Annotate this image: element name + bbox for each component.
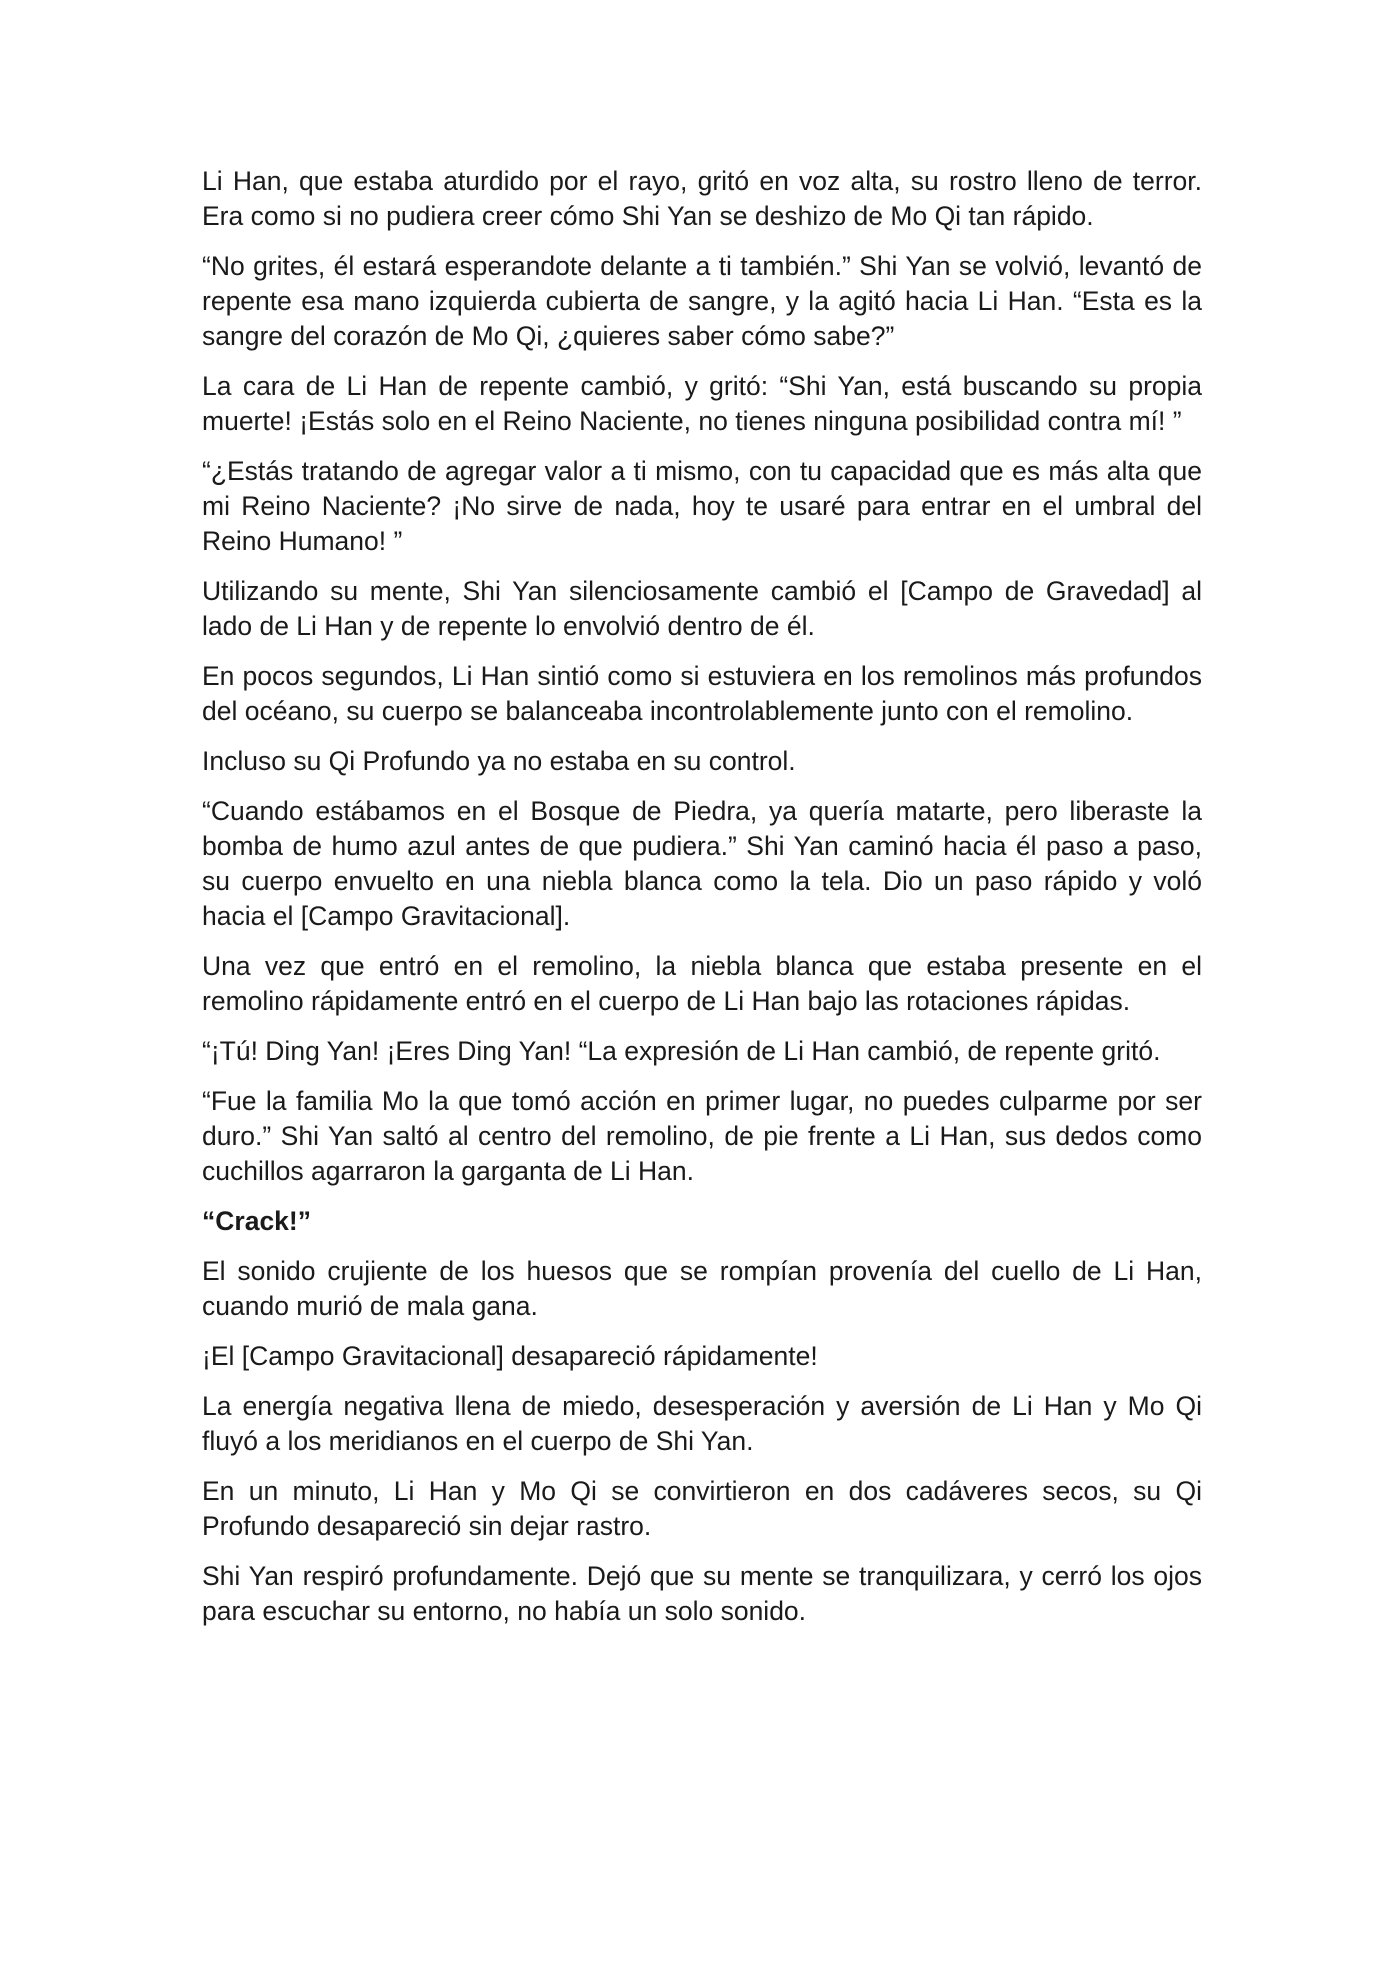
paragraph: ¡El [Campo Gravitacional] desapareció rápidamente! (202, 1341, 818, 1371)
paragraph: “Cuando estábamos en el Bosque de Piedra, ya quería matarte, pero liberaste la bomba de humo azul antes de que pudiera.” Shi Yan caminó hacia él paso a paso, su cuerpo envuelto en una niebla blanca como la tela. Dio un paso rápido y voló hacia el [Campo Gravitacional]. (202, 796, 1202, 931)
paragraph: En pocos segundos, Li Han sintió como si estuviera en los remolinos más profundos del océano, su cuerpo se balanceaba incontrolablemente junto con el remolino. (202, 661, 1202, 726)
paragraph: “¡Tú! Ding Yan! ¡Eres Ding Yan! “La expresión de Li Han cambió, de repente gritó. (202, 1036, 1161, 1066)
paragraph: Shi Yan respiró profundamente. Dejó que su mente se tranquilizara, y cerró los ojos para escuchar su entorno, no había un solo sonido. (202, 1561, 1202, 1626)
paragraph: La cara de Li Han de repente cambió, y gritó: “Shi Yan, está buscando su propia muerte! ¡Estás solo en el Reino Naciente, no tienes ninguna posibilidad contra mí! ” (202, 371, 1202, 436)
paragraph: “Fue la familia Mo la que tomó acción en primer lugar, no puedes culparme por ser duro.” Shi Yan saltó al centro del remolino, de pie frente a Li Han, sus dedos como cuchillos agarraron la garganta de Li Han. (202, 1086, 1202, 1186)
paragraph: Li Han, que estaba aturdido por el rayo, gritó en voz alta, su rostro lleno de terror. Era como si no pudiera creer cómo Shi Yan se deshizo de Mo Qi tan rápido. (202, 166, 1202, 231)
paragraph: En un minuto, Li Han y Mo Qi se convirtieron en dos cadáveres secos, su Qi Profundo desapareció sin dejar rastro. (202, 1476, 1202, 1541)
paragraph: Utilizando su mente, Shi Yan silenciosamente cambió el [Campo de Gravedad] al lado de Li Han y de repente lo envolvió dentro de él. (202, 576, 1202, 641)
paragraph: La energía negativa llena de miedo, desesperación y aversión de Li Han y Mo Qi fluyó a los meridianos en el cuerpo de Shi Yan. (202, 1391, 1202, 1456)
paragraph: Incluso su Qi Profundo ya no estaba en su control. (202, 746, 796, 776)
document-page (202, 164, 1202, 1644)
paragraph: El sonido crujiente de los huesos que se rompían provenía del cuello de Li Han, cuando murió de mala gana. (202, 1256, 1202, 1321)
paragraph: Una vez que entró en el remolino, la niebla blanca que estaba presente en el remolino rápidamente entró en el cuerpo de Li Han bajo las rotaciones rápidas. (202, 951, 1202, 1016)
sound-effect-heading: “Crack!” (202, 1206, 311, 1236)
paragraph: “¿Estás tratando de agregar valor a ti mismo, con tu capacidad que es más alta que mi Reino Naciente? ¡No sirve de nada, hoy te usaré para entrar en el umbral del Reino Humano! ” (202, 456, 1202, 556)
paragraph: “No grites, él estará esperandote delante a ti también.” Shi Yan se volvió, levantó de repente esa mano izquierda cubierta de sangre, y la agitó hacia Li Han. “Esta es la sangre del corazón de Mo Qi, ¿quieres saber cómo sabe?” (202, 251, 1202, 351)
